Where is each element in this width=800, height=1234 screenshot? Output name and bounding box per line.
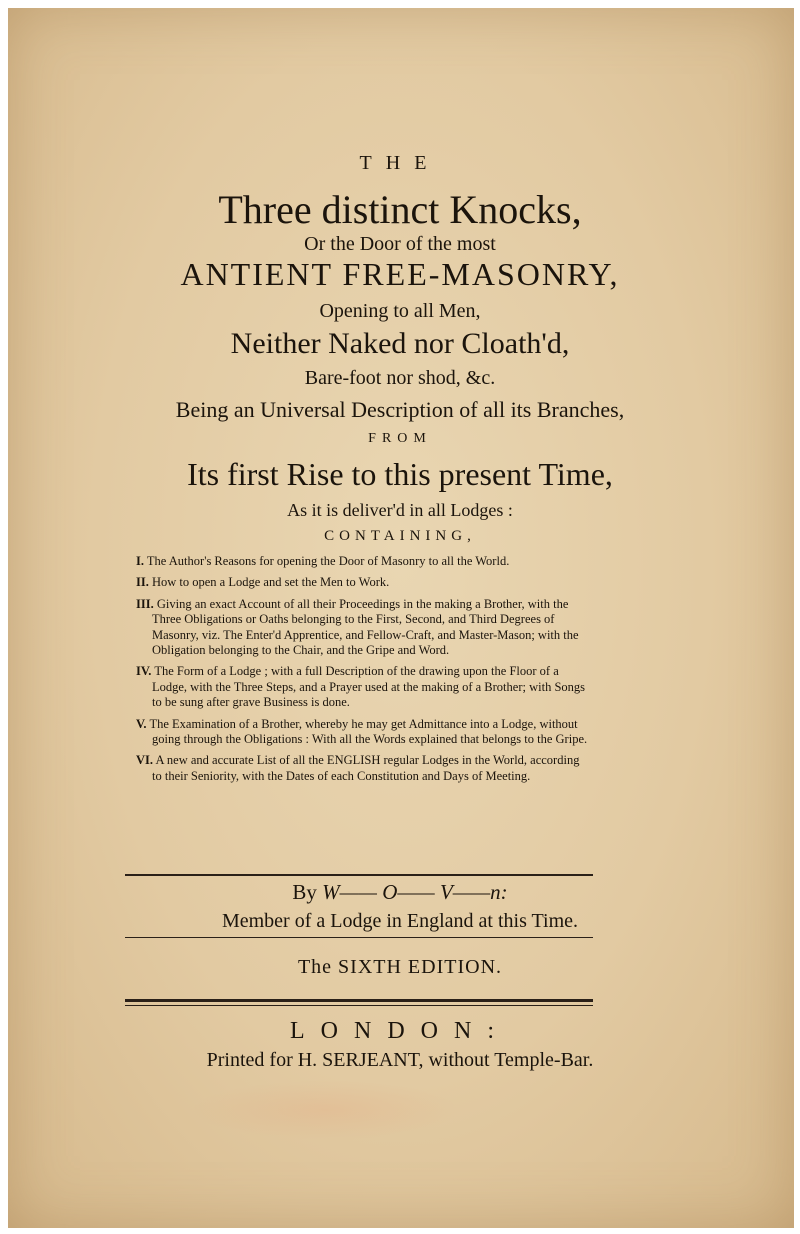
title-the: THE xyxy=(359,152,441,174)
subtitle-barefoot: Bare-foot nor shod, &c. xyxy=(304,367,496,389)
imprint-printer: Printed for H. SERJEANT, without Temple-Bar. xyxy=(206,1049,594,1071)
contents-list xyxy=(136,554,592,790)
containing-heading: CONTAINING, xyxy=(324,528,476,544)
item-number: I. xyxy=(136,554,144,568)
by-prefix: By xyxy=(292,880,317,904)
divider-rule-imprint xyxy=(125,999,593,1002)
divider-rule-author xyxy=(125,937,593,938)
paper-stain xyxy=(190,1080,460,1140)
subtitle-from: FROM xyxy=(368,431,432,446)
item-text: The Form of a Lodge ; with a full Description of the drawing upon the Floor of a Lodge, with the Three Steps, and a Prayer used at the making of a Brother; with Songs to be sung after grave Business is done. xyxy=(152,664,586,710)
subtitle-or-line: Or the Door of the most xyxy=(304,233,496,255)
main-title: Three distinct Knocks, xyxy=(218,187,582,232)
subtitle-opening: Opening to all Men, xyxy=(319,300,481,322)
item-text: Giving an exact Account of all their Proceedings in the making a Brother, with the Three Obligations or Oaths belonging to the First, Second, and Third Degrees of Masonry, viz. The Enter'd Apprentice, and Fellow-Craft, and Master-Mason; with the Obligation belonging to the Chair, and the Gripe and Word. xyxy=(152,596,579,658)
item-number: V. xyxy=(136,716,147,731)
contents-item xyxy=(136,554,592,569)
item-number: II. xyxy=(136,575,149,590)
item-text: The Author's Reasons for opening the Door of Masonry to all the World. xyxy=(146,554,510,568)
author-initials: W—— O—— V——n: xyxy=(322,880,508,904)
contents-item xyxy=(136,597,592,659)
contents-item xyxy=(136,717,592,748)
author-member-line: Member of a Lodge in England at this Time. xyxy=(221,910,579,932)
contents-item xyxy=(136,664,592,710)
divider-rule-imprint-second xyxy=(125,1005,593,1006)
imprint-city: LONDON: xyxy=(290,1018,510,1044)
contents-item xyxy=(136,753,592,784)
subtitle-antient: ANTIENT FREE-MASONRY, xyxy=(180,256,620,292)
item-number: IV. xyxy=(136,664,152,679)
subtitle-its-first: Its first Rise to this present Time, xyxy=(187,456,613,492)
item-text: How to open a Lodge and set the Men to Work. xyxy=(151,575,390,590)
divider-rule-top xyxy=(125,874,593,876)
contents-item xyxy=(136,575,592,590)
edition-line: The SIXTH EDITION. xyxy=(297,956,503,978)
item-number: VI. xyxy=(136,753,154,768)
item-number: III. xyxy=(136,596,154,611)
subtitle-as-it-is: As it is deliver'd in all Lodges : xyxy=(287,500,513,520)
author-line xyxy=(0,880,800,905)
item-text: The Examination of a Brother, whereby he may get Admittance into a Lodge, without going through the Obligations : With all the Words explained that belongs to the Gripe. xyxy=(149,716,588,747)
subtitle-neither: Neither Naked nor Cloath'd, xyxy=(230,327,570,360)
subtitle-being: Being an Universal Description of all its Branches, xyxy=(175,397,625,422)
item-text: A new and accurate List of all the ENGLISH regular Lodges in the World, according to their Seniority, with the Dates of each Constitution and Days of Meeting. xyxy=(152,753,580,783)
